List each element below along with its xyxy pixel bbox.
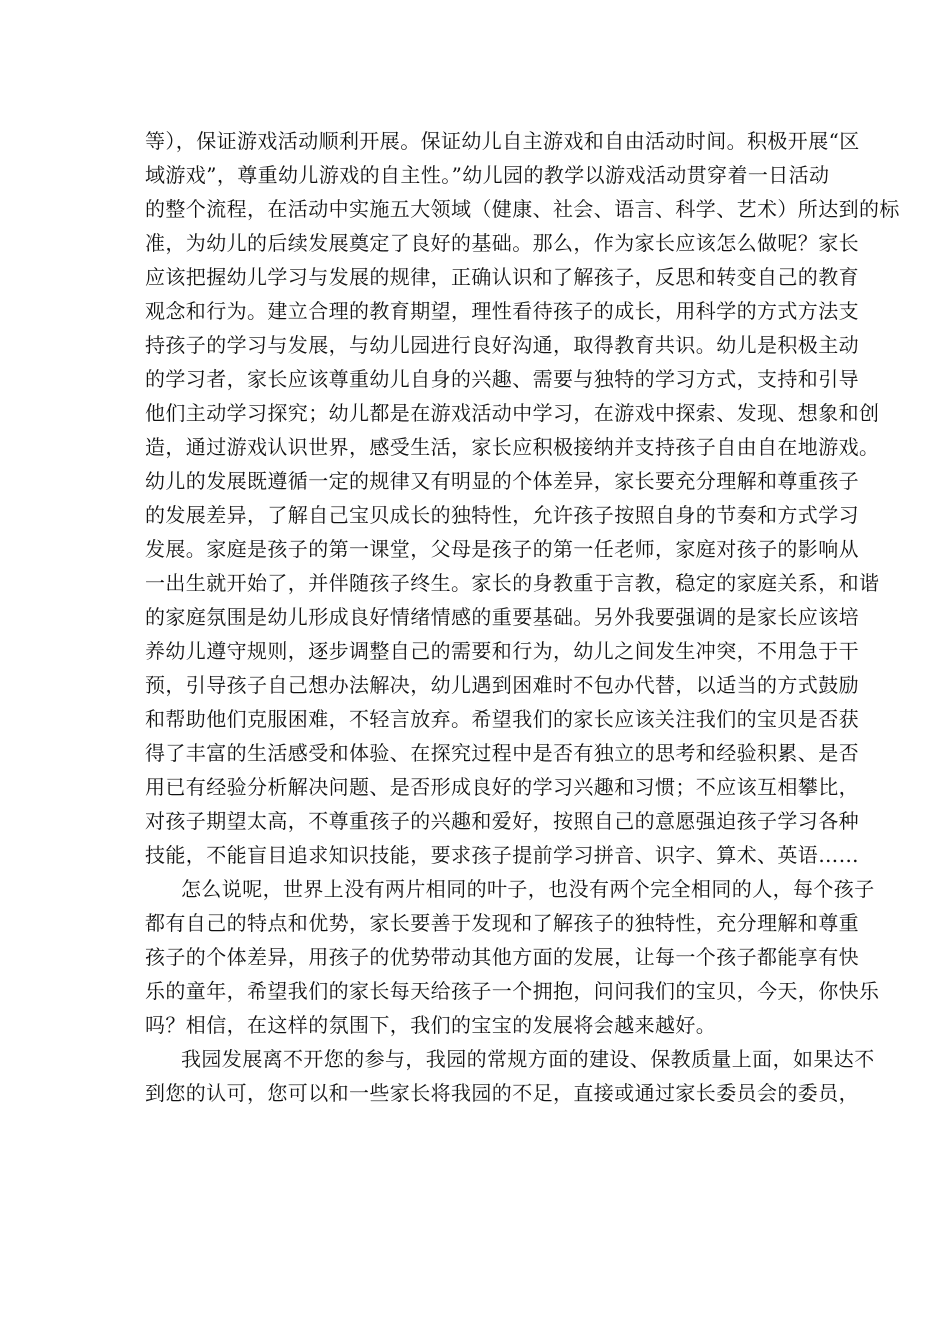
text-line: 域游戏”，尊重幼儿游戏的自主性。”幼儿园的教学以游戏活动贯穿着一日活动 — [145, 163, 830, 187]
text-line: 的发展差异，了解自己宝贝成长的独特性，允许孩子按照自身的节奏和方式学习 — [145, 503, 859, 527]
text-line: 用已有经验分析解决问题、是否形成良好的学习兴趣和习惯；不应该互相攀比， — [145, 775, 859, 799]
body-text — [145, 124, 900, 1110]
text-line: 技能，不能盲目追求知识技能，要求孩子提前学习拼音、识字、算术、英语…… — [145, 843, 859, 867]
text-line: 对孩子期望太高，不尊重孩子的兴趣和爱好，按照自己的意愿强迫孩子学习各种 — [145, 809, 859, 833]
text-line: 持孩子的学习与发展，与幼儿园进行良好沟通，取得教育共识。幼儿是积极主动 — [145, 333, 859, 357]
text-line: 都有自己的特点和优势，家长要善于发现和了解孩子的独特性，充分理解和尊重 — [145, 911, 859, 935]
text-line: 预，引导孩子自己想办法解决，幼儿遇到困难时不包办代替，以适当的方式鼓励 — [145, 673, 859, 697]
paragraph-start-line: 我园发展离不开您的参与，我园的常规方面的建设、保教质量上面，如果达不 — [181, 1047, 875, 1071]
text-line: 乐的童年，希望我们的家长每天给孩子一个拥抱，问问我们的宝贝，今天，你快乐 — [145, 979, 880, 1003]
text-line: 准，为幼儿的后续发展奠定了良好的基础。那么，作为家长应该怎么做呢？家长 — [145, 231, 859, 255]
text-line: 等），保证游戏活动顺利开展。保证幼儿自主游戏和自由活动时间。积极开展“区 — [145, 129, 860, 153]
text-line: 养幼儿遵守规则，逐步调整自己的需要和行为，幼儿之间发生冲突，不用急于干 — [145, 639, 859, 663]
text-line: 他们主动学习探究；幼儿都是在游戏活动中学习，在游戏中探索、发现、想象和创 — [145, 401, 880, 425]
text-line: 一出生就开始了，并伴随孩子终生。家长的身教重于言教，稳定的家庭关系，和谐 — [145, 571, 880, 595]
paragraph-start-line: 怎么说呢，世界上没有两片相同的叶子，也没有两个完全相同的人，每个孩子 — [181, 877, 875, 901]
text-line: 发展。家庭是孩子的第一课堂，父母是孩子的第一任老师，家庭对孩子的影响从 — [145, 537, 859, 561]
text-line: 的整个流程，在活动中实施五大领域（健康、社会、语言、科学、艺术）所达到的标 — [145, 197, 900, 221]
text-line: 到您的认可，您可以和一些家长将我园的不足，直接或通过家长委员会的委员， — [145, 1081, 859, 1105]
text-line: 观念和行为。建立合理的教育期望，理性看待孩子的成长，用科学的方式方法支 — [145, 299, 859, 323]
text-line: 应该把握幼儿学习与发展的规律，正确认识和了解孩子，反思和转变自己的教育 — [145, 265, 859, 289]
text-line: 吗？相信，在这样的氛围下，我们的宝宝的发展将会越来越好。 — [145, 1013, 717, 1037]
text-line: 的家庭氛围是幼儿形成良好情绪情感的重要基础。另外我要强调的是家长应该培 — [145, 605, 859, 629]
text-line: 孩子的个体差异，用孩子的优势带动其他方面的发展，让每一个孩子都能享有快 — [145, 945, 859, 969]
text-line: 造，通过游戏认识世界，感受生活，家长应积极接纳并支持孩子自由自在地游戏。 — [145, 435, 880, 459]
text-line: 幼儿的发展既遵循一定的规律又有明显的个体差异，家长要充分理解和尊重孩子 — [145, 469, 859, 493]
text-line: 的学习者，家长应该尊重幼儿自身的兴趣、需要与独特的学习方式，支持和引导 — [145, 367, 859, 391]
text-line: 得了丰富的生活感受和体验、在探究过程中是否有独立的思考和经验积累、是否 — [145, 741, 859, 765]
text-line: 和帮助他们克服困难，不轻言放弃。希望我们的家长应该关注我们的宝贝是否获 — [145, 707, 859, 731]
